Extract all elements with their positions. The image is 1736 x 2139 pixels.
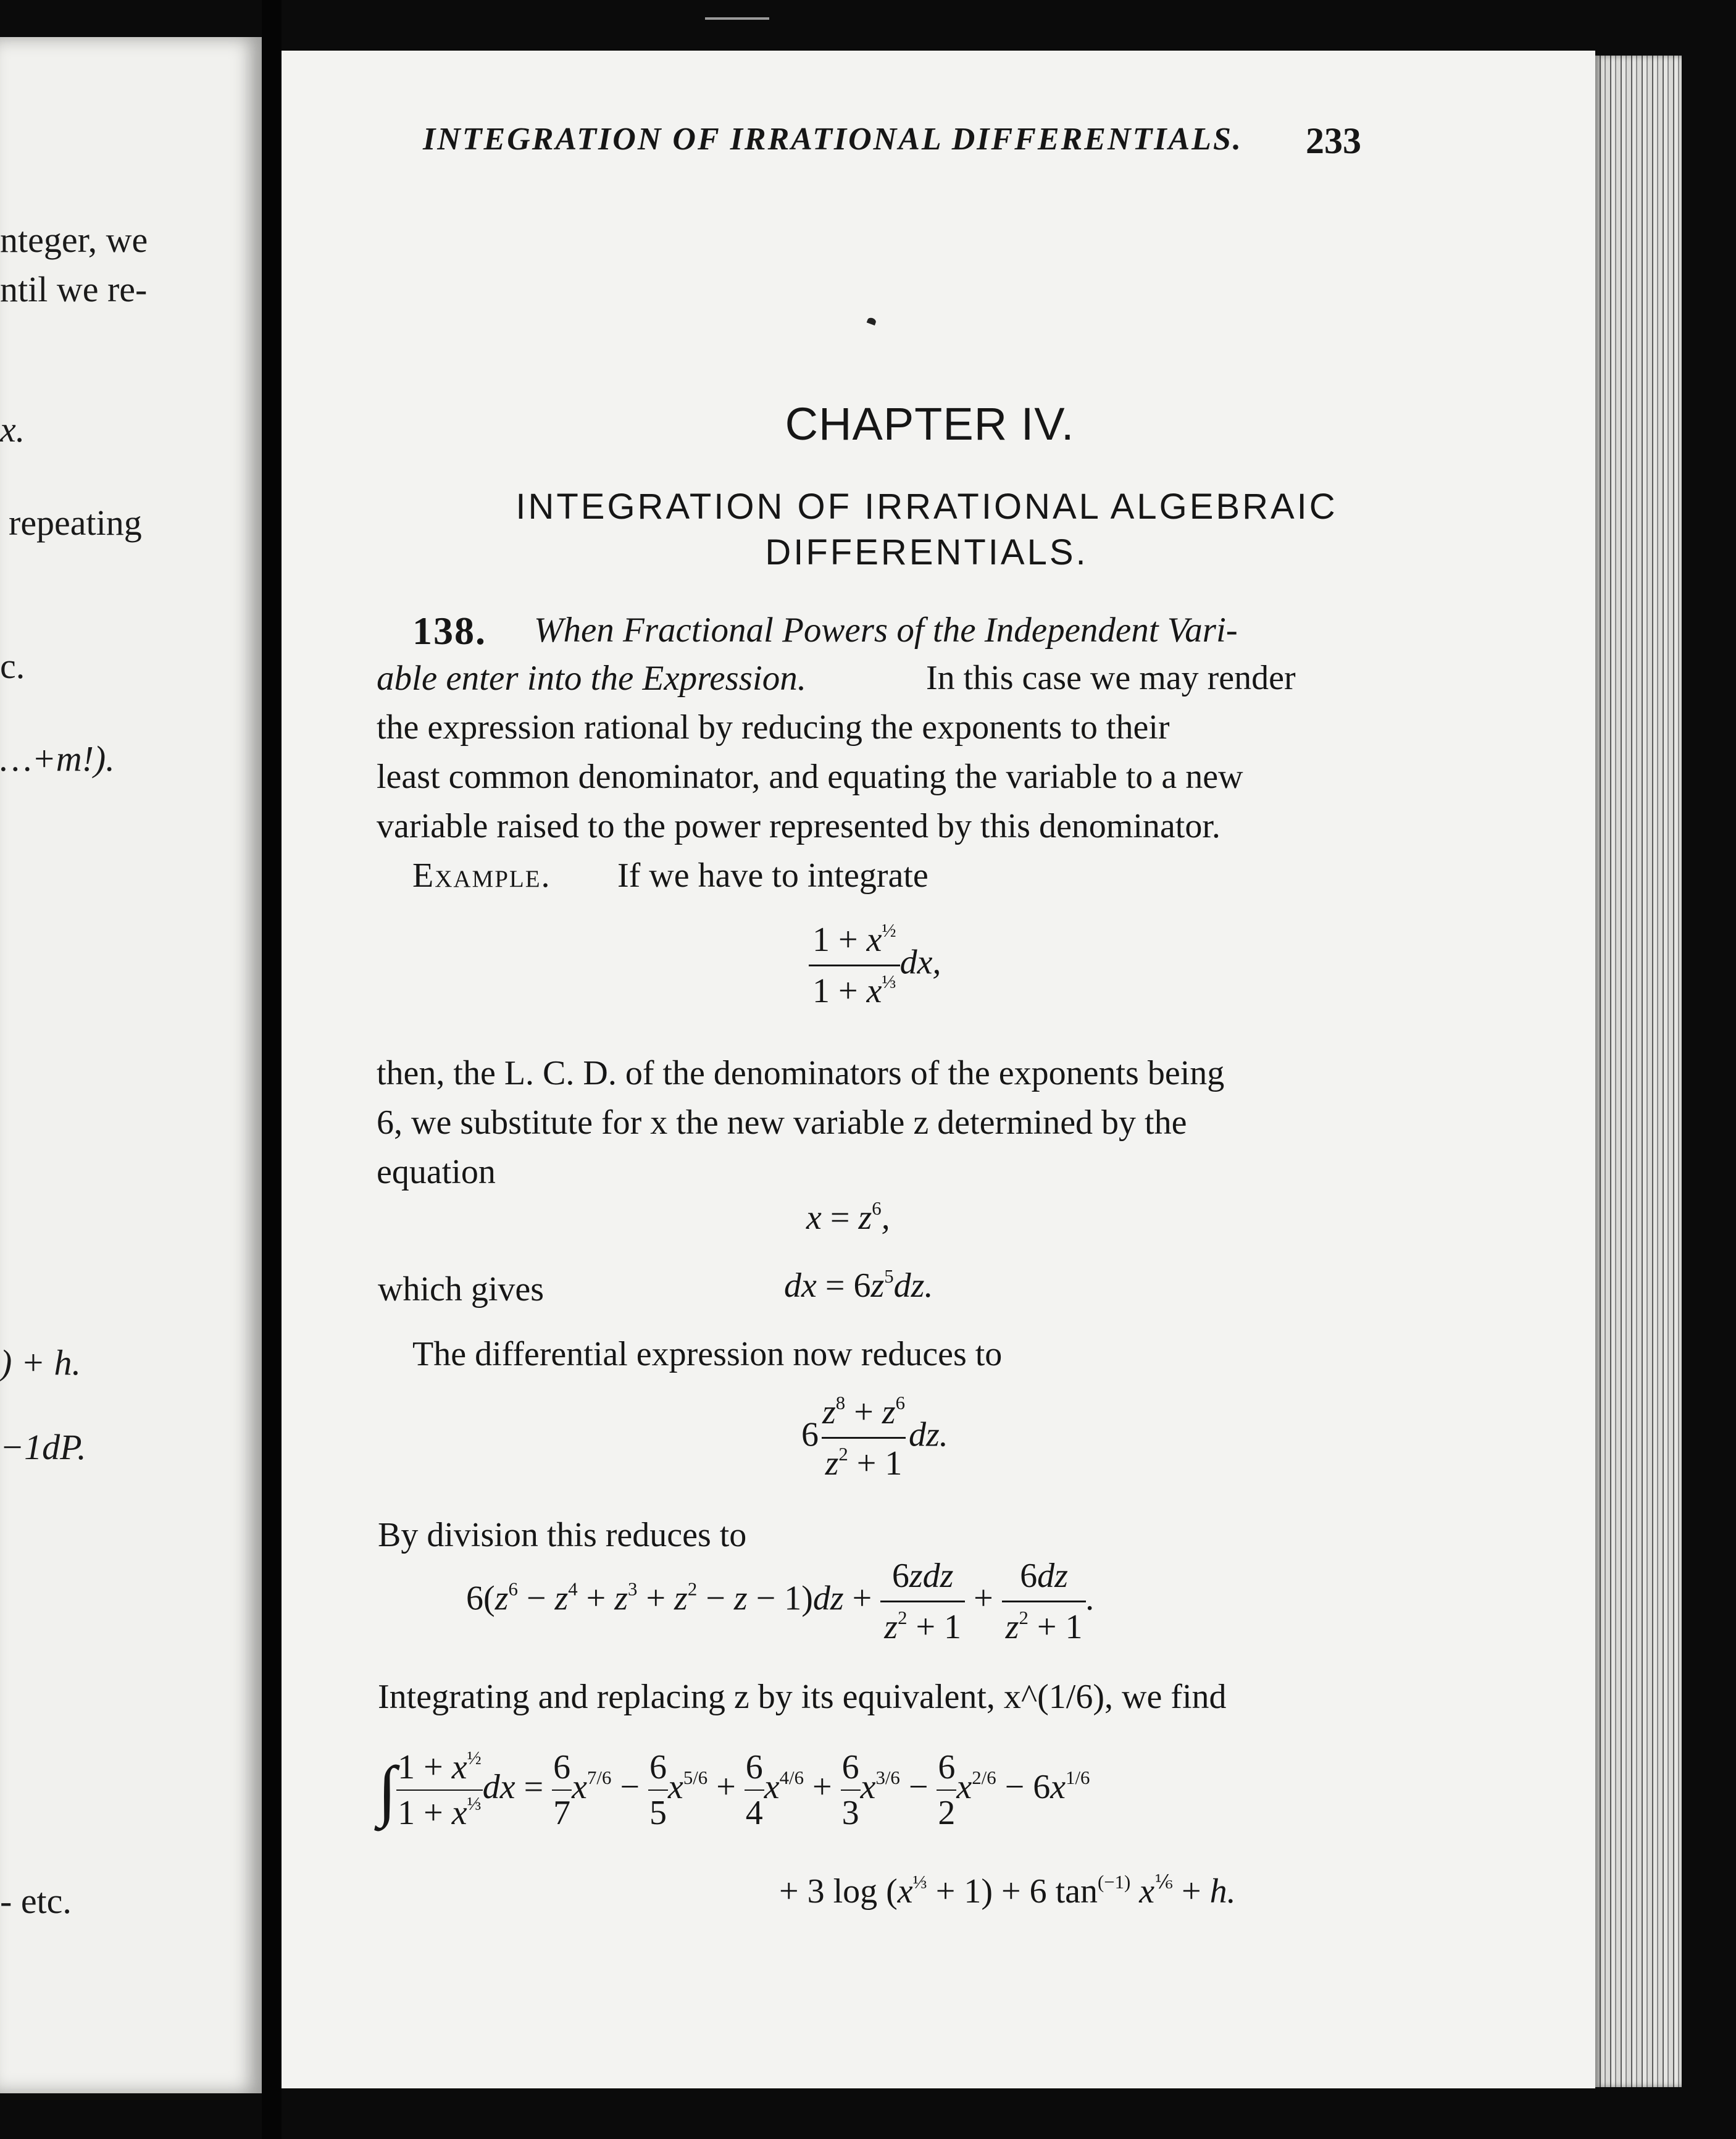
equation-integrand: $\frac{1 + x^{\frac{1}{2}}}{1 + x^{\frac{1}{3}}}$ dx,	[809, 920, 941, 1011]
page-edges	[1595, 56, 1682, 2087]
left-text-fragment: x.	[0, 409, 25, 450]
left-text-fragment: repeating	[9, 503, 142, 543]
chapter-title-text: CHAPTER IV.	[785, 398, 1075, 450]
chapter-title	[0, 398, 1736, 450]
equation-substitution: $x = z^6$,	[806, 1198, 890, 1237]
body-text: then, the L. C. D. of the denominators of the exponents being	[377, 1054, 1225, 1092]
body-text: 6, we substitute for x the new variable z determined by the	[377, 1103, 1187, 1142]
page-number: 233	[1306, 120, 1361, 161]
body-text: the expression rational by reducing the exponents to their	[377, 708, 1170, 747]
body-text: By division this reduces to	[378, 1516, 747, 1554]
chapter-heading-line-2	[0, 532, 1736, 572]
chapter-heading-text: DIFFERENTIALS.	[765, 532, 1088, 572]
equation-division: $6(z^6 - z^4 + z^3 + z^2 - z - 1)dz$ + $\frac{\text{6zdz}}{z^2 + 1}$ + $\frac{6dz}{z^2 + 1}$ .	[466, 1557, 1095, 1647]
left-text-fragment: c.	[0, 646, 25, 686]
chapter-heading-text: INTEGRATION OF IRRATIONAL ALGEBRAIC	[515, 487, 1338, 527]
chapter-heading-line-1	[0, 489, 1736, 525]
section-title-cont: able enter into the Expression.	[377, 659, 806, 698]
equation-reduced: 6 $\frac{z^8 + z^6}{z^2 + 1}$ dz.	[801, 1392, 948, 1483]
equation-differential: dx = $6z^5dz$.	[784, 1266, 933, 1305]
body-text: variable raised to the power represented by this denominator.	[377, 807, 1221, 845]
body-text: In this case we may render	[926, 659, 1296, 697]
book-gutter	[262, 0, 282, 2139]
left-text-fragment: ) + h.	[0, 1342, 81, 1383]
left-text-fragment: −1dP.	[0, 1427, 86, 1467]
top-rule	[705, 17, 769, 20]
body-text: equation	[377, 1153, 496, 1191]
body-text: which gives	[378, 1270, 545, 1308]
left-text-fragment: nteger, we	[0, 220, 148, 260]
body-text: Integrating and replacing z by its equivalent, x^(1/6), we find	[378, 1678, 1227, 1716]
section-title: When Fractional Powers of the Independent Vari-	[534, 611, 1238, 650]
section-number: 138.	[412, 609, 486, 653]
equation-result-line-1: ∫ $\frac{1 + x^{\frac{1}{2}}}{1 + x^{\frac{1}{3}}}$ dx = $\frac{6}{7}$ $x^{7/6}$ − $\frac{6}{5}$ $x^{5/6}$ + $\frac{6}{4}$ $x^{4/6}$ + $\frac{6}{3}$ $x^{3/6}$ − $\frac{6}{2}$ $x^{2/6} - 6x^{1/6}$	[378, 1748, 1090, 1833]
previous-page	[0, 37, 262, 2093]
body-text: least common denominator, and equating the variable to a new	[377, 758, 1243, 796]
body-text: The differential expression now reduces to	[412, 1335, 1003, 1373]
example-label: Example.	[412, 856, 551, 895]
equation-result-line-2: + 3 $\log (x^{\frac{1}{3}} + 1) + 6$ $\tan^{(-1)} x^{\frac{1}{6}} + h$.	[779, 1872, 1236, 1911]
left-text-fragment: - etc.	[0, 1881, 72, 1921]
running-head: INTEGRATION OF IRRATIONAL DIFFERENTIALS.	[423, 122, 1243, 157]
left-text-fragment: …+m!).	[0, 739, 115, 779]
left-text-fragment: ntil we re-	[0, 269, 148, 309]
body-text: If we have to integrate	[617, 856, 929, 895]
